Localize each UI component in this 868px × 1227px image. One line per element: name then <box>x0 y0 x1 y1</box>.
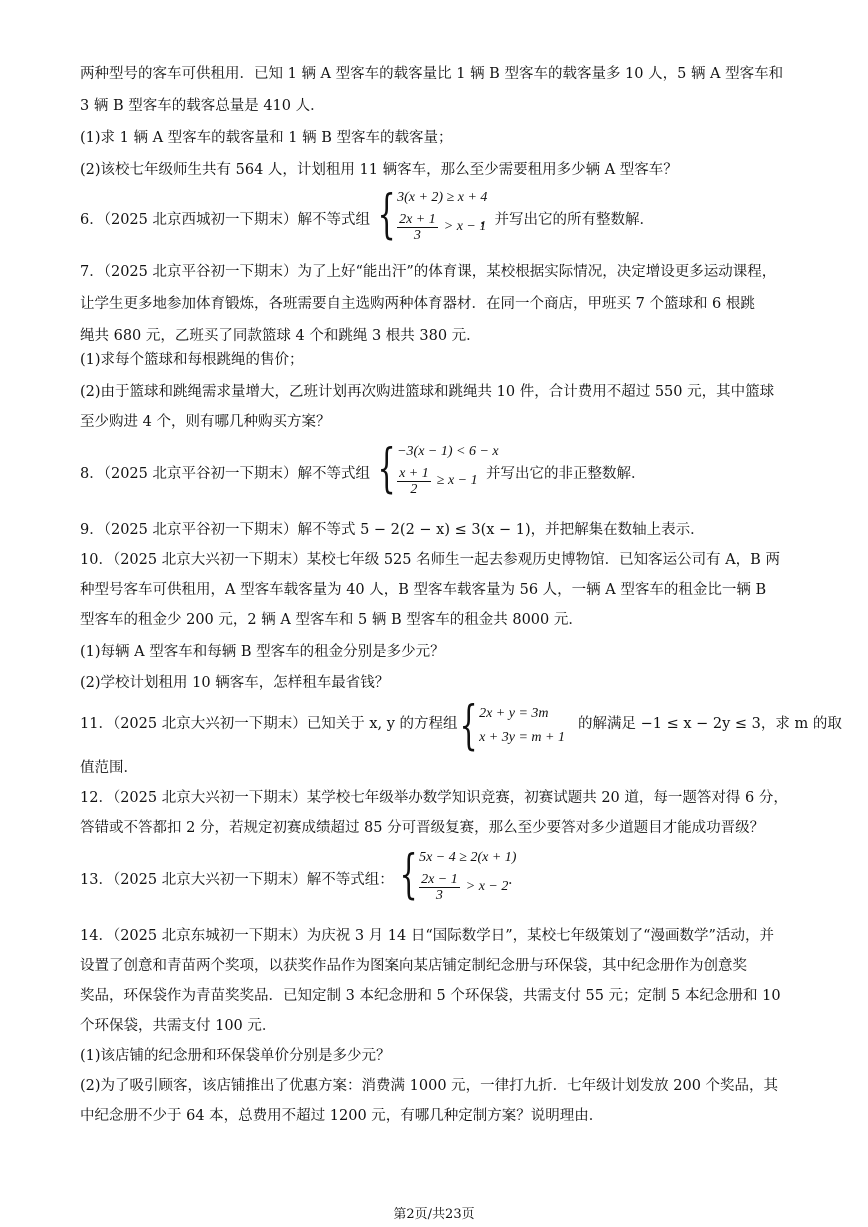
text-line: 设置了创意和青苗两个奖项，以获奖作品作为图案向某店铺定制纪念册与环保袋，其中纪念册作为创意奖 <box>80 958 747 974</box>
question-11-equation-system <box>452 696 565 756</box>
text-line: (1)该店铺的纪念册和环保袋单价分别是多少元？ <box>80 1048 391 1064</box>
question-6-prefix: 6．（2025 北京西城初一下期末）解不等式组 <box>80 212 370 228</box>
brace-icon: { <box>377 185 396 245</box>
text-line: (1)求每个篮球和每根跳绳的售价； <box>80 352 304 368</box>
text-line: (2)该校七年级师生共有 564 人，计划租用 11 辆客车，那么至少需要租用多少辆 A 型客车？ <box>80 162 678 178</box>
question-13-prefix: 13．（2025 北京大兴初一下期末）解不等式组： <box>80 872 394 888</box>
brace-icon: { <box>377 439 396 499</box>
system-row: −3(x − 1) < 6 − x <box>397 444 499 459</box>
question-8-prefix: 8．（2025 北京平谷初一下期末）解不等式组 <box>80 466 370 482</box>
text-line: 个环保袋，共需支付 100 元． <box>80 1018 277 1034</box>
question-11-prefix: 11．（2025 北京大兴初一下期末）已知关于 x, y 的方程组 <box>80 716 458 732</box>
question-11-suffix: 的解满足 −1 ≤ x − 2y ≤ 3，求 m 的取 <box>578 716 842 732</box>
text-line: 至少购进 4 个，则有哪几种购买方案？ <box>80 414 331 430</box>
text-line: 种型号客车可供租用，A 型客车载客量为 40 人，B 型客车载客量为 56 人，一辆 A 型客车的租金比一辆 B <box>80 582 767 598</box>
text-line: 型客车的租金少 200 元，2 辆 A 型客车和 5 辆 B 型客车的租金共 8000 元． <box>80 612 583 628</box>
brace-icon: { <box>399 845 418 905</box>
text-line: 答错或不答都扣 2 分，若规定初赛成绩超过 85 分可晋级复赛，那么至少要答对多少道题目才能成功晋级？ <box>80 820 765 836</box>
question-8-inequality-system: { −3(x − 1) < 6 − x $\frac{x + 1}{2}$ ≥ x − 1 <box>377 439 499 499</box>
text-line: 奖品，环保袋作为青苗奖奖品．已知定制 3 本纪念册和 5 个环保袋，共需支付 55 元；定制 5 本纪念册和 10 <box>80 988 781 1004</box>
text-line: 绳共 680 元，乙班买了同款篮球 4 个和跳绳 3 根共 380 元． <box>80 328 481 344</box>
text-line: (2)由于篮球和跳绳需求量增大，乙班计划再次购进篮球和跳绳共 10 件，合计费用不超过 550 元，其中篮球 <box>80 384 775 400</box>
fraction: $\frac{2x + 1}{3}$ <box>399 211 436 243</box>
system-row: 2x + y = 3m <box>479 706 549 721</box>
question-8-suffix: 并写出它的非正整数解． <box>486 466 646 482</box>
question-6-inequality-system: { 3(x + 2) ≥ x + 4 $\frac{2x + 1}{3}$ > x − 1 <box>377 185 488 245</box>
text-line: 14．（2025 北京东城初一下期末）为庆祝 3 月 14 日“国际数学日”，某校七年级策划了“漫画数学”活动，并 <box>80 928 774 944</box>
question-13-inequality-system: { 5x − 4 ≥ 2(x + 1) $\frac{2x - 1}{3}$ > x − 2 <box>399 845 517 905</box>
text-line: 3 辆 B 型客车的载客总量是 410 人． <box>80 98 325 114</box>
page-number: 第2页/共23页 <box>393 1207 475 1222</box>
text-line: (1)每辆 A 型客车和每辆 B 型客车的租金分别是多少元？ <box>80 644 445 660</box>
fraction: $\frac{x + 1}{2}$ <box>399 465 429 497</box>
text-line: (1)求 1 辆 A 型客车的载客量和 1 辆 B 型客车的载客量； <box>80 130 453 146</box>
brace-icon: { <box>459 696 478 756</box>
fraction: $\frac{2x - 1}{3}$ <box>421 871 458 903</box>
system-row: 3(x + 2) ≥ x + 4 <box>397 190 488 205</box>
text-line: 10．（2025 北京大兴初一下期末）某校七年级 525 名师生一起去参观历史博物馆．已知客运公司有 A，B 两 <box>80 552 780 568</box>
system-row: x + 3y = m + 1 <box>479 730 565 745</box>
text-line: 值范围． <box>80 760 138 776</box>
text-line: 让学生更多地参加体育锻炼，各班需要自主选购两种体育器材．在同一个商店，甲班买 7 个篮球和 6 根跳 <box>80 296 755 312</box>
text-line: 12．（2025 北京大兴初一下期末）某学校七年级举办数学知识竞赛，初赛试题共 20 道，每一题答对得 6 分， <box>80 790 788 806</box>
system-row: 5x − 4 ≥ 2(x + 1) <box>419 850 517 865</box>
text-line: (2)学校计划租用 10 辆客车，怎样租车最省钱？ <box>80 675 390 691</box>
text-line: 7．（2025 北京平谷初一下期末）为了上好“能出汗”的体育课，某校根据实际情况，决定增设更多运动课程， <box>80 264 777 280</box>
text-line: (2)为了吸引顾客，该店铺推出了优惠方案：消费满 1000 元，一律打九折．七年级计划发放 200 个奖品，其 <box>80 1078 779 1094</box>
question-13-suffix: ． <box>508 872 523 888</box>
text-line: 中纪念册不少于 64 本，总费用不超过 1200 元，有哪几种定制方案？说明理由． <box>80 1108 604 1124</box>
question-6-suffix: ，并写出它的所有整数解． <box>480 212 654 228</box>
text-line: 两种型号的客车可供租用．已知 1 辆 A 型客车的载客量比 1 辆 B 型客车的载客量多 10 人，5 辆 A 型客车和 <box>80 66 784 82</box>
text-line: 9．（2025 北京平谷初一下期末）解不等式 5 − 2(2 − x) ≤ 3(x − 1)，并把解集在数轴上表示． <box>80 522 705 538</box>
